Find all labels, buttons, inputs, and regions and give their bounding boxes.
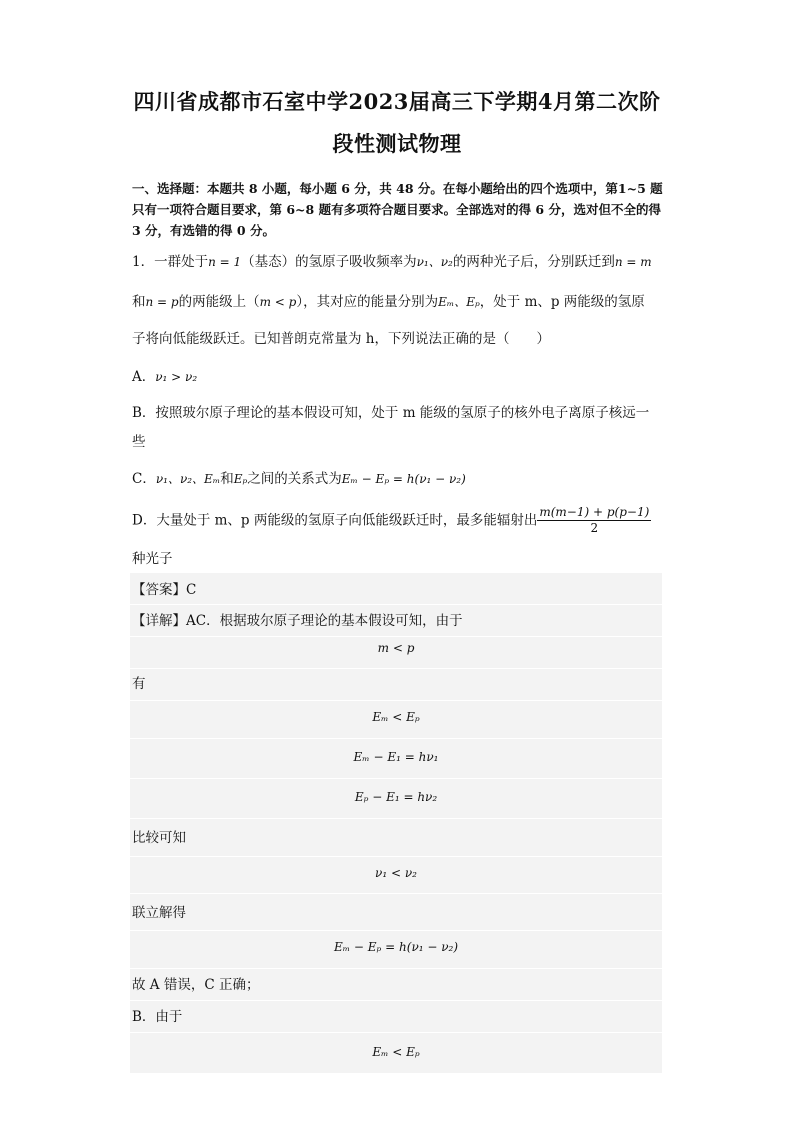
option-b-line2: 些: [132, 434, 146, 450]
question-line-3: 子将向低能级跃迁。已知普朗克常量为 h，下列说法正确的是（ ）: [132, 331, 550, 347]
answer-divider: [130, 968, 662, 969]
text-solve: 联立解得: [132, 905, 186, 921]
option-d-line2: 种光子: [132, 551, 173, 567]
answer-divider: [130, 1000, 662, 1001]
option-b-line1: B．按照玻尔原子理论的基本假设可知，处于 m 能级的氢原子的核外电子离原子核远一: [132, 405, 650, 421]
answer-divider: [130, 778, 662, 779]
answer-divider: [130, 930, 662, 931]
answer-divider: [130, 636, 662, 637]
option-c: C．ν₁、ν₂、Eₘ和Eₚ之间的关系式为Eₘ − Eₚ = h(ν₁ − ν₂): [132, 471, 466, 487]
equation-ep-minus-e1: Eₚ − E₁ = hν₂: [354, 790, 438, 804]
answer-line: 【答案】C: [132, 582, 197, 598]
equation-em-less-ep: Eₘ < Eₚ: [372, 710, 420, 724]
page-title-line1: 四川省成都市石室中学2023届高三下学期4月第二次阶: [133, 89, 661, 114]
equation-m-less-p: m < p: [377, 641, 415, 655]
option-a: A．ν₁ > ν₂: [132, 369, 198, 385]
equation-nu1-less-nu2: ν₁ < ν₂: [375, 866, 417, 880]
answer-divider: [130, 893, 662, 894]
section-instructions: 一、选择题：本题共 8 小题，每小题 6 分，共 48 分。在每小题给出的四个选项中，第1~5 题只有一项符合题目要求，第 6~8 题有多项符合题目要求。全部选对的得 6 分，选对但不全的得 3 分，有选错的得 0 分。: [132, 181, 663, 238]
option-d-line1: D．大量处于 m、p 两能级的氢原子向低能级跃迁时，最多能辐射出 $\frac{m(m-1) + p(p-1)}{2}$: [132, 505, 650, 535]
answer-divider: [130, 604, 662, 605]
text-you: 有: [132, 676, 146, 692]
answer-divider: [130, 818, 662, 819]
detail-line: 【详解】AC．根据玻尔原子理论的基本假设可知，由于: [132, 613, 463, 629]
answer-divider: [130, 700, 662, 701]
text-conclusion: 故 A 错误，C 正确；: [132, 977, 260, 993]
answer-divider: [130, 1032, 662, 1033]
equation-em-minus-e1: Eₘ − E₁ = hν₁: [353, 750, 439, 764]
text-compare: 比较可知: [132, 830, 186, 846]
option-d-fraction: $\frac{m(m-1) + p(p-1)}{2}$: [539, 505, 650, 535]
text-b-start: B．由于: [132, 1009, 183, 1025]
page-title-line2: 段性测试物理: [332, 131, 462, 156]
question-line-2: 和n = p的两能级上（m < p），其对应的能量分别为Eₘ、Eₚ，处于 m、p 两能级的氢原: [132, 294, 645, 310]
answer-divider: [130, 668, 662, 669]
equation-result: Eₘ − Eₚ = h(ν₁ − ν₂): [333, 940, 459, 954]
answer-divider: [130, 738, 662, 739]
equation-em-less-ep-b: Eₘ < Eₚ: [372, 1045, 420, 1059]
question-line-1: 1．一群处于n = 1（基态）的氢原子吸收频率为ν₁、ν₂的两种光子后，分别跃迁到n = m: [132, 254, 652, 270]
answer-divider: [130, 856, 662, 857]
